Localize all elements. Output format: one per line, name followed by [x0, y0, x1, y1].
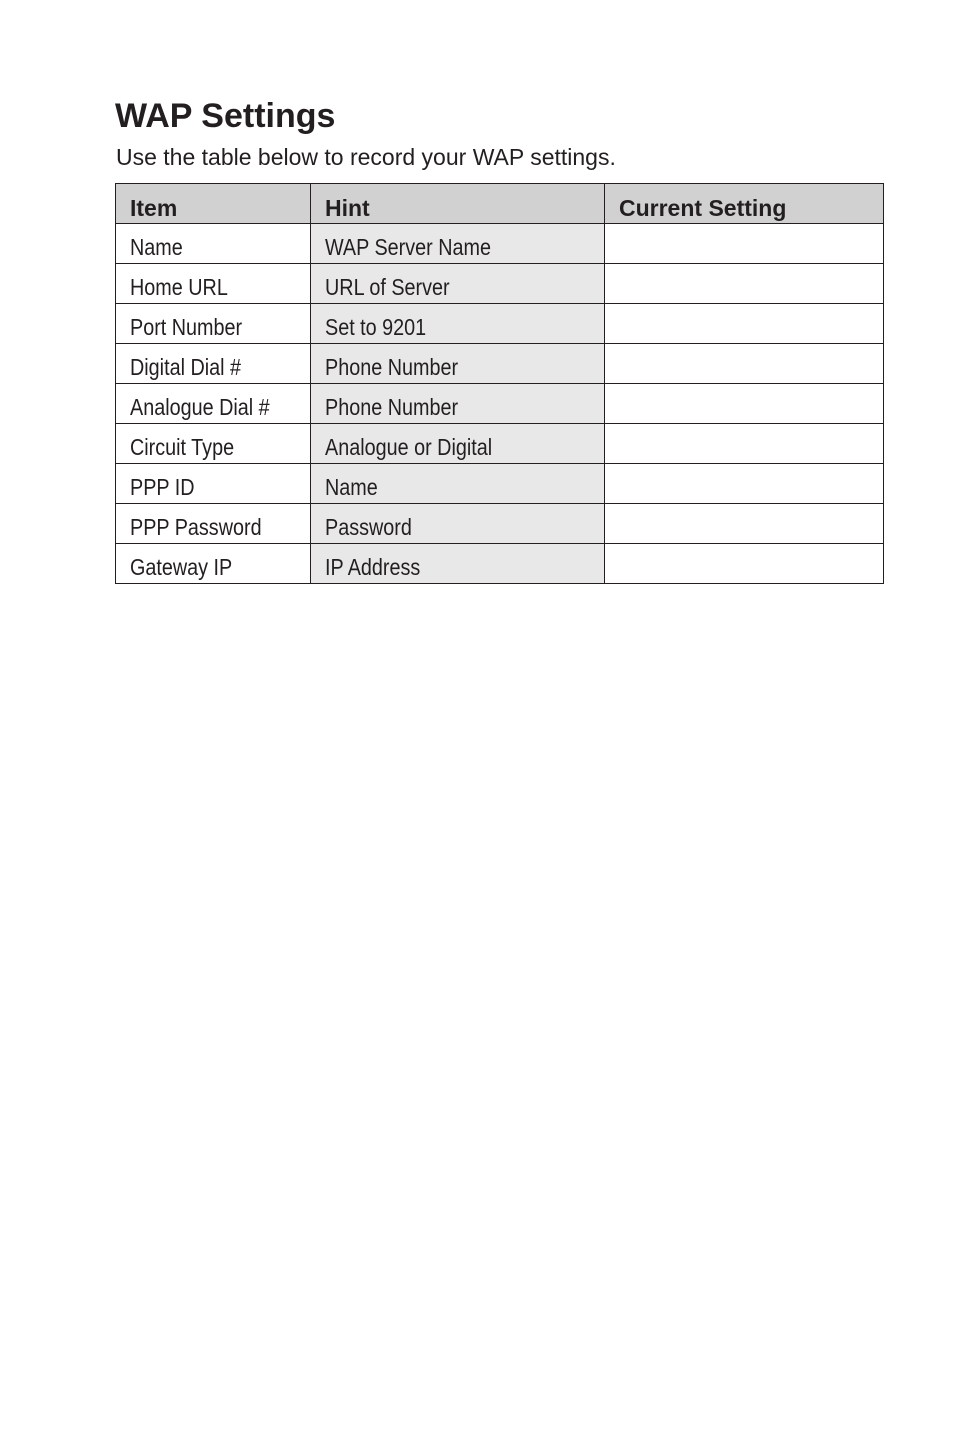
hint-cell	[311, 304, 605, 344]
item-cell	[116, 544, 311, 584]
table-row	[116, 464, 884, 504]
item-cell	[116, 264, 311, 304]
current-setting-cell[interactable]	[605, 544, 884, 584]
hint-text: Name	[325, 474, 378, 500]
column-header-hint: Hint	[311, 184, 605, 224]
table-row	[116, 344, 884, 384]
current-setting-cell[interactable]	[605, 264, 884, 304]
hint-text: Set to 9201	[325, 314, 427, 340]
table-row	[116, 544, 884, 584]
hint-text: Phone Number	[325, 394, 459, 420]
item-label: Gateway IP	[130, 554, 233, 580]
item-cell	[116, 344, 311, 384]
table-header-row	[116, 184, 884, 224]
hint-text: WAP Server Name	[325, 234, 491, 260]
hint-text: Phone Number	[325, 354, 459, 380]
item-label: Port Number	[130, 314, 243, 340]
hint-cell	[311, 344, 605, 384]
table-row	[116, 224, 884, 264]
current-setting-cell[interactable]	[605, 384, 884, 424]
item-cell	[116, 384, 311, 424]
hint-cell	[311, 424, 605, 464]
table-row	[116, 304, 884, 344]
wap-settings-table	[115, 183, 884, 584]
column-header-item: Item	[116, 184, 311, 224]
hint-text: IP Address	[325, 554, 421, 580]
hint-cell	[311, 464, 605, 504]
hint-cell	[311, 544, 605, 584]
item-label: Home URL	[130, 274, 228, 300]
item-cell	[116, 424, 311, 464]
hint-cell	[311, 384, 605, 424]
current-setting-cell[interactable]	[605, 344, 884, 384]
item-label: PPP Password	[130, 514, 262, 540]
item-label: Circuit Type	[130, 434, 235, 460]
current-setting-cell[interactable]	[605, 224, 884, 264]
table-row	[116, 384, 884, 424]
item-label: Analogue Dial #	[130, 394, 270, 420]
column-header-current-setting: Current Setting	[605, 184, 884, 224]
hint-text: Password	[325, 514, 412, 540]
item-cell	[116, 304, 311, 344]
current-setting-cell[interactable]	[605, 504, 884, 544]
item-cell	[116, 224, 311, 264]
item-label: PPP ID	[130, 474, 195, 500]
table-row	[116, 504, 884, 544]
item-cell	[116, 464, 311, 504]
page-title: WAP Settings	[115, 97, 336, 135]
item-label: Name	[130, 234, 183, 260]
hint-text: URL of Server	[325, 274, 450, 300]
item-label: Digital Dial #	[130, 354, 242, 380]
hint-text: Analogue or Digital	[325, 434, 493, 460]
item-cell	[116, 504, 311, 544]
table-row	[116, 424, 884, 464]
current-setting-cell[interactable]	[605, 464, 884, 504]
current-setting-cell[interactable]	[605, 424, 884, 464]
hint-cell	[311, 224, 605, 264]
hint-cell	[311, 504, 605, 544]
hint-cell	[311, 264, 605, 304]
current-setting-cell[interactable]	[605, 304, 884, 344]
page-subtitle: Use the table below to record your WAP settings.	[116, 144, 616, 170]
table-row	[116, 264, 884, 304]
